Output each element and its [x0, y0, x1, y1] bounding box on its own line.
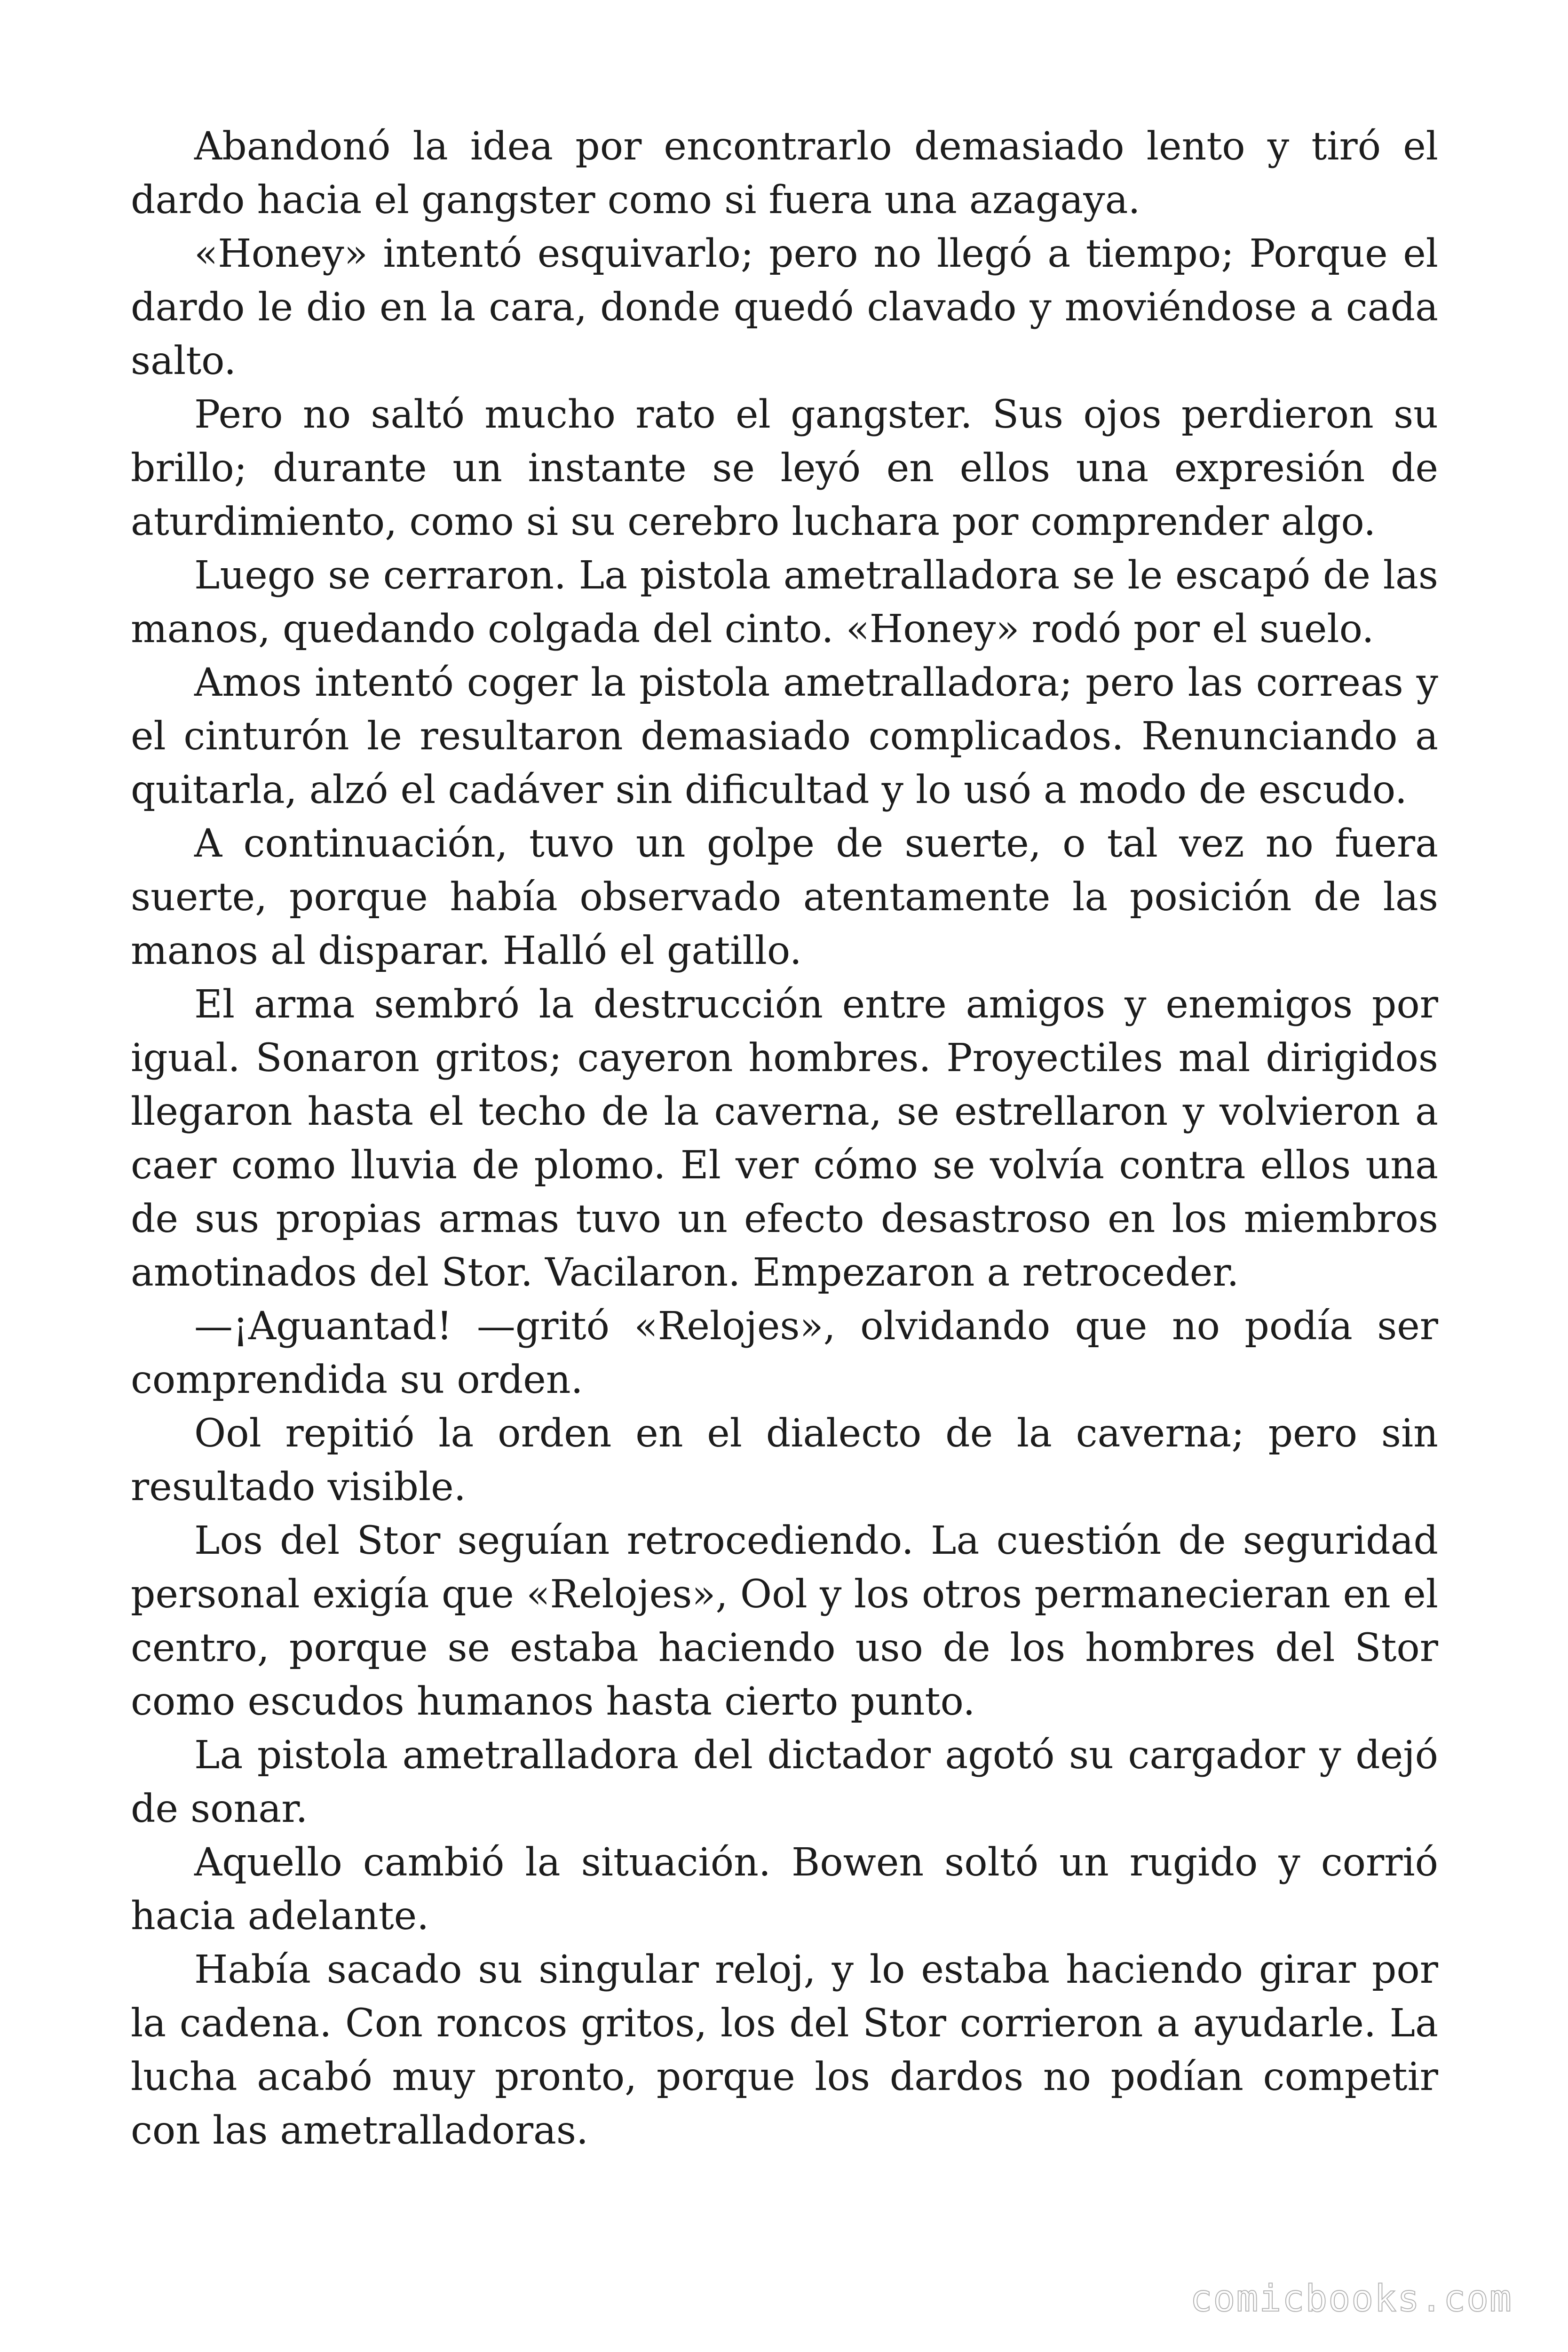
- paragraph: Amos intentó coger la pistola ametralladora; pero las correas y el cinturón le resultaron demasiado complicados. Renunciando a quitarla, alzó el cadáver sin dificultad y lo usó a modo de escudo.: [131, 660, 1438, 812]
- paragraph: El arma sembró la destrucción entre amigos y enemigos por igual. Sonaron gritos; cayeron hombres. Proyectiles mal dirigidos llegaron hasta el techo de la caverna, se estrellaron y volvieron a caer como lluvia de plomo. El ver cómo se volvía contra ellos una de sus propias armas tuvo un efecto desastroso en los miembros amotinados del Stor. Vacilaron. Empezaron a retroceder.: [131, 982, 1438, 1295]
- paragraph: Ool repitió la orden en el dialecto de la caverna; pero sin resultado visible.: [131, 1411, 1438, 1510]
- watermark: comicbooks.com: [1190, 2278, 1513, 2320]
- paragraph: Abandonó la idea por encontrarlo demasiado lento y tiró el dardo hacia el gangster como si fuera una azagaya.: [131, 124, 1438, 222]
- paragraph: La pistola ametralladora del dictador agotó su cargador y dejó de sonar.: [131, 1733, 1438, 1831]
- paragraph: —¡Aguantad! —gritó «Relojes», olvidando que no podía ser comprendida su orden.: [131, 1304, 1438, 1402]
- paragraph: Pero no saltó mucho rato el gangster. Sus ojos perdieron su brillo; durante un instante se leyó en ellos una expresión de aturdimiento, como si su cerebro luchara por comprender algo.: [131, 392, 1438, 544]
- paragraph: «Honey» intentó esquivarlo; pero no llegó a tiempo; Porque el dardo le dio en la cara, donde quedó clavado y moviéndose a cada salto.: [131, 231, 1438, 383]
- paragraph: Los del Stor seguían retrocediendo. La cuestión de seguridad personal exigía que «Relojes», Ool y los otros permanecieran en el centro, porque se estaba haciendo uso de los hombres del Stor como escudos humanos hasta cierto punto.: [131, 1518, 1438, 1724]
- page-text: [131, 120, 1438, 2158]
- paragraph: Había sacado su singular reloj, y lo estaba haciendo girar por la cadena. Con roncos gritos, los del Stor corrieron a ayudarle. La lucha acabó muy pronto, porque los dardos no podían competir con las ametralladoras.: [131, 1947, 1438, 2153]
- paragraph: Luego se cerraron. La pistola ametralladora se le escapó de las manos, quedando colgada del cinto. «Honey» rodó por el suelo.: [131, 553, 1438, 652]
- paragraph: Aquello cambió la situación. Bowen soltó un rugido y corrió hacia adelante.: [131, 1840, 1438, 1939]
- paragraph: A continuación, tuvo un golpe de suerte, o tal vez no fuera suerte, porque había observado atentamente la posición de las manos al disparar. Halló el gatillo.: [131, 821, 1438, 973]
